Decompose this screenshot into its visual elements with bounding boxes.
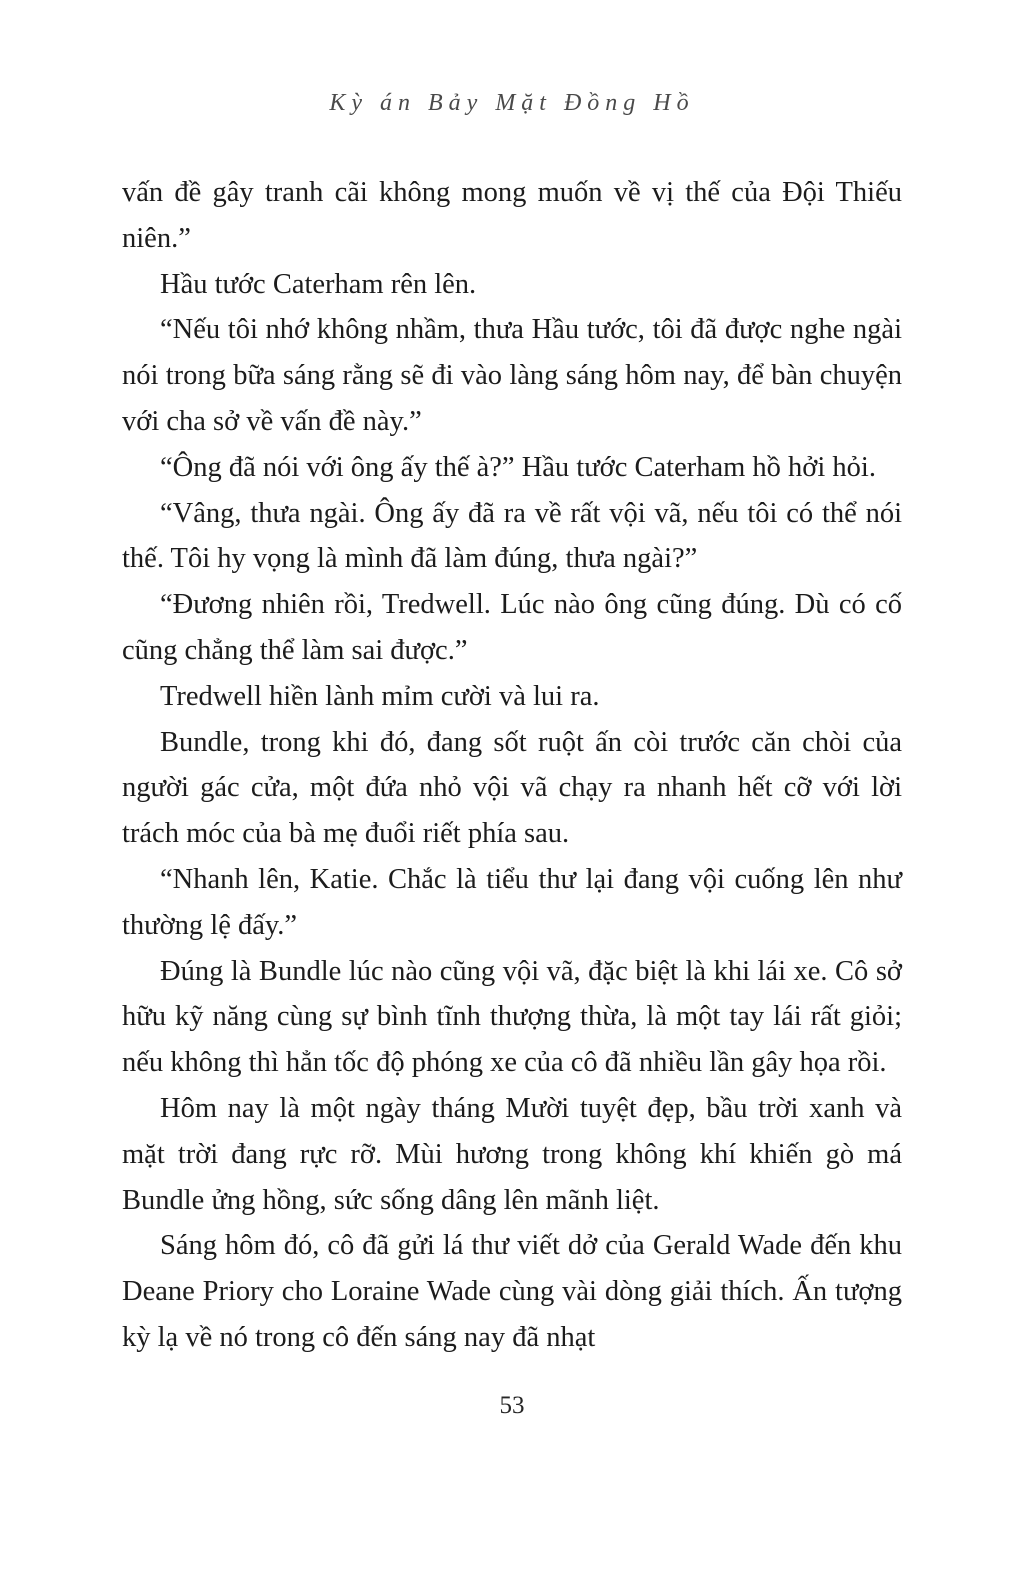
body-text-block <box>0 170 1024 1361</box>
body-paragraph-1: vấn đề gây tranh cãi không mong muốn về vị thế của Đội Thiếu niên.” <box>122 177 902 254</box>
body-paragraph-4: “Ông đã nói với ông ấy thế à?” Hầu tước Caterham hồ hởi hỏi. <box>160 451 876 483</box>
body-paragraph-5: “Vâng, thưa ngài. Ông ấy đã ra về rất vội vã, nếu tôi có thể nói thế. Tôi hy vọng là mình đã làm đúng, thưa ngài?” <box>122 497 902 575</box>
body-paragraph-12: Sáng hôm đó, cô đã gửi lá thư viết dở của Gerald Wade đến khu Deane Priory cho Loraine Wade cùng vài dòng giải thích. Ấn tượng kỳ lạ về nó trong cô đến sáng nay đã nhạt <box>122 1230 902 1353</box>
body-paragraph-11: Hôm nay là một ngày tháng Mười tuyệt đẹp, bầu trời xanh và mặt trời đang rực rỡ. Mùi hương trong không khí khiến gò má Bundle ửng hồng, sức sống dâng lên mãnh liệt. <box>122 1092 902 1216</box>
body-paragraph-10: Đúng là Bundle lúc nào cũng vội vã, đặc biệt là khi lái xe. Cô sở hữu kỹ năng cùng sự bình tĩnh thượng thừa, là một tay lái rất giỏi; nếu không thì hẳn tốc độ phóng xe của cô đã nhiều lần gây họa rồi. <box>122 955 902 1079</box>
body-paragraph-8: Bundle, trong khi đó, đang sốt ruột ấn còi trước căn chòi của người gác cửa, một đứa nhỏ vội vã chạy ra nhanh hết cỡ với lời trách móc của bà mẹ đuổi riết phía sau. <box>122 726 902 850</box>
body-paragraph-6: “Đương nhiên rồi, Tredwell. Lúc nào ông cũng đúng. Dù có cố cũng chẳng thể làm sai được.” <box>122 589 902 666</box>
body-paragraph-2: Hầu tước Caterham rên lên. <box>160 268 477 300</box>
body-paragraph-3: “Nếu tôi nhớ không nhầm, thưa Hầu tước, tôi đã được nghe ngài nói trong bữa sáng rằng sẽ đi vào làng sáng hôm nay, để bàn chuyện với cha sở về vấn đề này.” <box>122 314 902 437</box>
body-paragraph-7: Tredwell hiền lành mỉm cười và lui ra. <box>160 680 600 712</box>
body-paragraph-9: “Nhanh lên, Katie. Chắc là tiểu thư lại đang vội cuống lên như thường lệ đấy.” <box>122 863 902 941</box>
running-header: Kỳ án Bảy Mặt Đồng Hồ <box>329 90 695 116</box>
page-number: 53 <box>499 1391 525 1419</box>
